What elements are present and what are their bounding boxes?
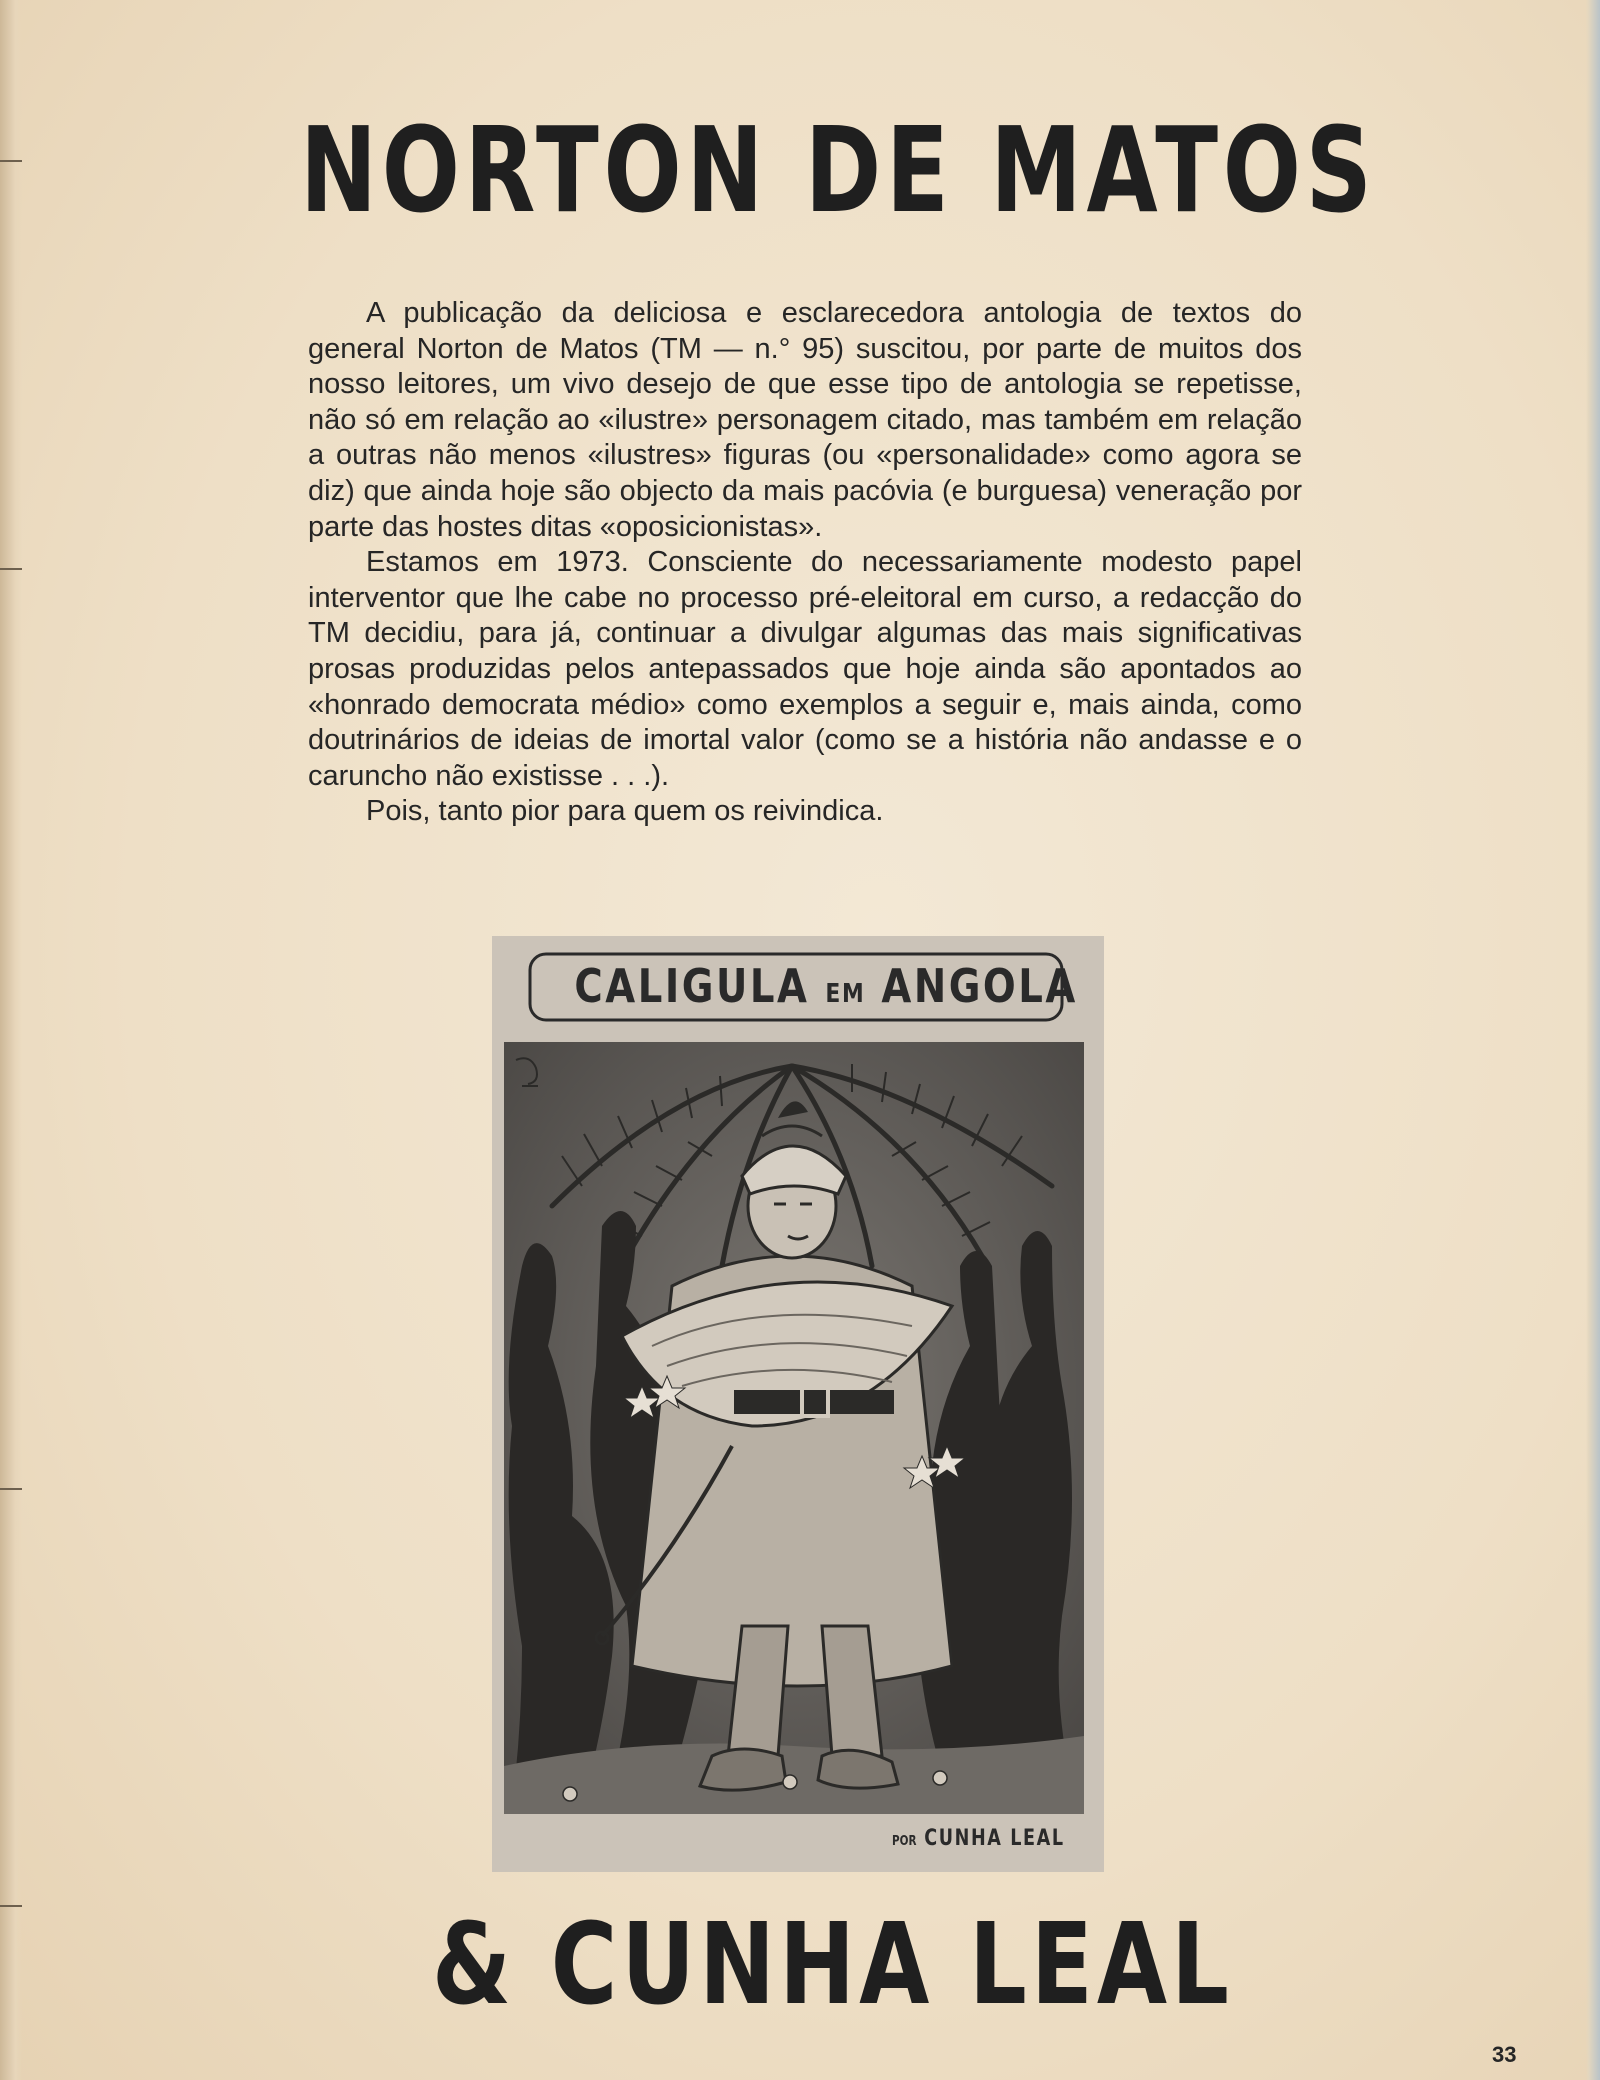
paragraph: Estamos em 1973. Consciente do necessariamente modesto papel interventor que lhe cabe no processo pré-eleitoral em curso, a redacção do TM decidiu, para já, continuar a divulgar algumas das mais significativas prosas produzidas pelos antepassados que hoje ainda são apontados ao «honrado democrata médio» como exemplos a seguir e, mais ainda, como doutrinários de ideias de imortal valor (como se a história não andasse e o caruncho não existisse . . .). bbox=[308, 546, 1302, 792]
cartoon-credit bbox=[892, 1824, 1065, 1854]
cartoon-title-word: ANGOLA bbox=[881, 959, 1078, 1013]
edge-mark bbox=[0, 1905, 22, 1907]
caricature-illustration-icon bbox=[492, 936, 1104, 1872]
article-body bbox=[308, 296, 1302, 830]
page-edge-left bbox=[0, 0, 22, 2080]
paragraph: Pois, tanto pior para quem os reivindica. bbox=[366, 795, 884, 828]
cartoon-title-word: CALIGULA bbox=[574, 959, 810, 1013]
paragraph: A publicação da deliciosa e esclarecedora antologia de textos do general Norton de Matos (TM — n.° 95) suscitou, por parte de muitos dos nosso leitores, um vivo desejo de que esse tipo de antologia se repetisse, não só em relação ao «ilustre» personagem citado, mas também em relação a outras não menos «ilustres» figuras (ou «personalidade» como agora se diz) que ainda hoje são objecto da mais pacóvia (e burguesa) veneração por parte das hostes ditas «oposicionistas». bbox=[308, 297, 1302, 543]
cartoon-title-connector: EM bbox=[825, 979, 866, 1009]
cartoon-title bbox=[574, 954, 1078, 1018]
page-edge-right bbox=[1586, 0, 1600, 2080]
article-title: NORTON DE MATOS bbox=[300, 101, 1377, 239]
cartoon-credit-prefix: POR bbox=[892, 1834, 917, 1849]
edge-mark bbox=[0, 160, 22, 162]
page-number: 33 bbox=[1492, 2042, 1517, 2067]
cartoon-credit-author: CUNHA LEAL bbox=[924, 1826, 1065, 1851]
edge-mark bbox=[0, 568, 22, 570]
edge-mark bbox=[0, 1488, 22, 1490]
cartoon-figure bbox=[492, 936, 1104, 1872]
article-subtitle: & CUNHA LEAL bbox=[432, 1900, 1233, 2030]
